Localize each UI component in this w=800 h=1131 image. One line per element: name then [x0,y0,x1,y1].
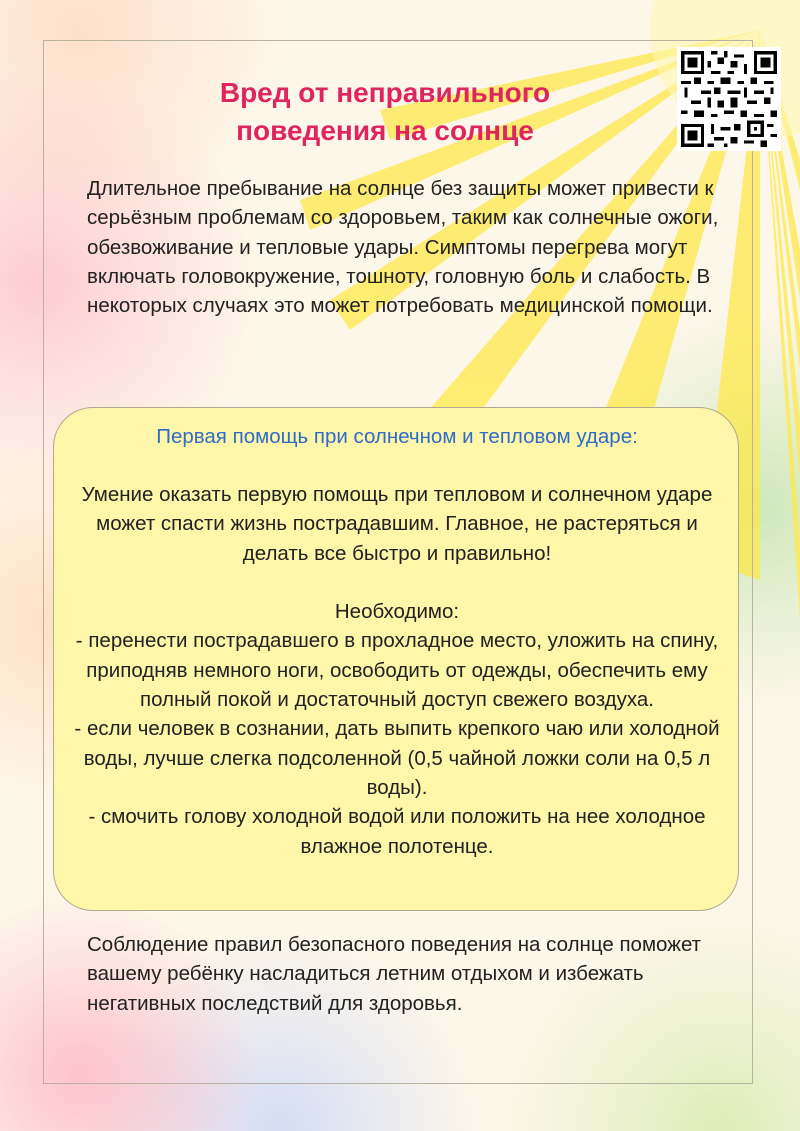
first-aid-body [54,480,740,861]
qr-code-icon [681,51,777,147]
first-aid-step: - перенести пострадавшего в прохладное место, уложить на спину, приподняв немного ноги, освободить от одежды, обеспечить ему полный покой и достаточный доступ свежего воздуха. [75,629,719,712]
page-title: Вред от неправильного поведения на солнце [219,77,551,146]
first-aid-lead: Умение оказать первую помощь при тепловом и солнечном ударе может спасти жизнь пострадавшим. Главное, не растеряться и делать все быстро и правильно! [81,483,713,565]
qr-code[interactable] [677,47,781,151]
first-aid-heading: Первая помощь при солнечном и тепловом ударе: [156,425,638,448]
outro-paragraph: Соблюдение правил безопасного поведения на солнце поможет вашему ребёнку насладиться летним отдыхом и избежать негативных последствий для здоровья. [87,933,702,1015]
first-aid-needed-label: Необходимо: [334,600,460,624]
first-aid-box [53,407,739,911]
intro-paragraph: Длительное пребывание на солнце без защиты может привести к серьёзным проблемам со здоровьем, таким как солнечные ожоги, обезвоживание и тепловые удары. Симптомы перегрева могут включать головокружение, тошноту, головную боль и слабость. В некоторых случаях это может потребовать медицинской помощи. [87,177,719,318]
first-aid-step: - если человек в сознании, дать выпить крепкого чаю или холодной воды, лучше слегка подсоленной (0,5 чайной ложки соли на 0,5 л воды). [74,717,720,799]
first-aid-step: - смочить голову холодной водой или положить на нее холодное влажное полотенце. [88,805,706,858]
